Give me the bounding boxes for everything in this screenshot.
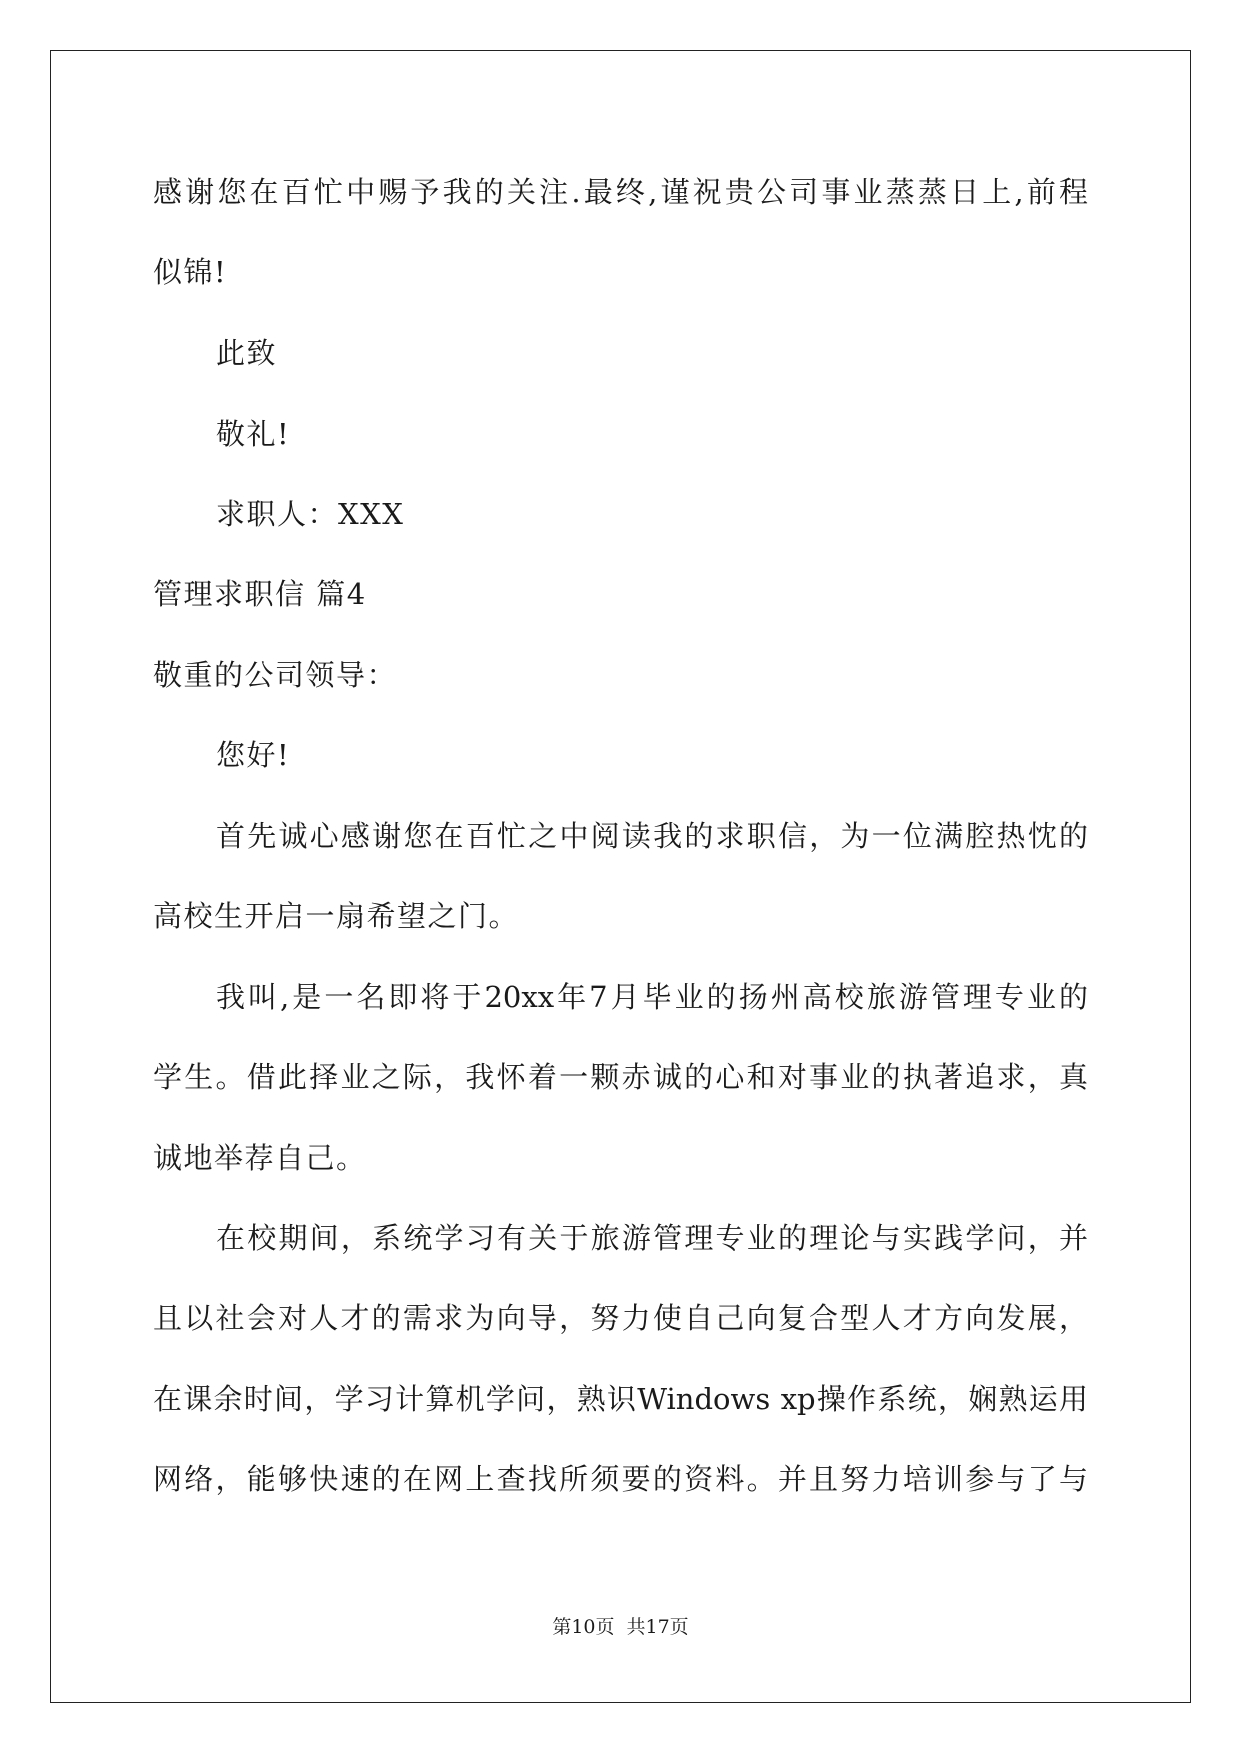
greeting: 敬重的公司领导：	[153, 658, 398, 692]
paragraph-line: 诚地举荐自己。	[153, 1141, 367, 1175]
paragraph-line: 感谢您在百忙中赐予我的关注.最终,谨祝贵公司事业蒸蒸日上,前程	[153, 175, 1088, 209]
section-heading: 管理求职信 篇4	[153, 577, 367, 611]
page-total: 共17页	[626, 1616, 689, 1638]
paragraph-line: 在校期间，系统学习有关于旅游管理专业的理论与实践学问，并	[216, 1221, 1088, 1255]
closing-salutation: 敬礼!	[216, 417, 291, 451]
page-footer	[0, 1615, 1241, 1639]
signature-line: 求职人：XXX	[216, 497, 405, 531]
paragraph-line: 我叫,是一名即将于20xx年7月毕业的扬州高校旅游管理专业的	[216, 980, 1088, 1014]
paragraph-line: 学生。借此择业之际，我怀着一颗赤诚的心和对事业的执著追求，真	[153, 1060, 1088, 1094]
paragraph-line: 在课余时间，学习计算机学问，熟识Windows xp操作系统，娴熟运用	[153, 1382, 1088, 1416]
closing-salutation: 此致	[216, 336, 278, 370]
greeting: 您好!	[216, 738, 291, 772]
paragraph-line: 网络，能够快速的在网上查找所须要的资料。并且努力培训参与了与	[153, 1462, 1088, 1496]
paragraph-line: 高校生开启一扇希望之门。	[153, 899, 520, 933]
paragraph-line: 且以社会对人才的需求为向导，努力使自己向复合型人才方向发展，	[153, 1301, 1088, 1335]
page-border	[50, 50, 1191, 1703]
page-number: 第10页	[552, 1616, 615, 1638]
paragraph-line: 似锦!	[153, 255, 228, 289]
paragraph-line: 首先诚心感谢您在百忙之中阅读我的求职信，为一位满腔热忱的	[216, 819, 1088, 853]
